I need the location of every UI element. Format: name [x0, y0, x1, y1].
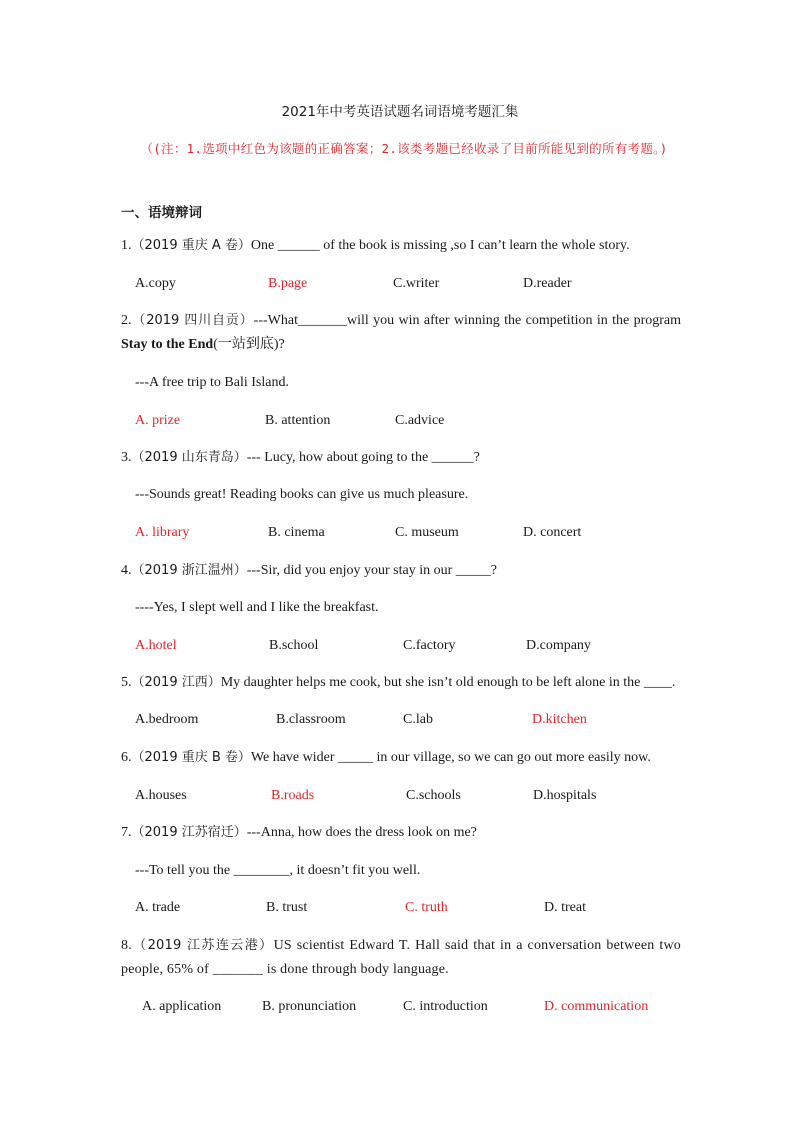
- option-c: C.advice: [395, 413, 445, 428]
- option-b-correct: B.page: [268, 276, 308, 291]
- option-b: B. attention: [265, 413, 331, 428]
- option-d: D.company: [526, 638, 591, 653]
- question-6: [121, 746, 681, 770]
- question-text-end: (一站到底)?: [213, 337, 285, 352]
- question-number: 6.: [121, 750, 132, 765]
- option-b: B. pronunciation: [262, 999, 357, 1014]
- option-a-correct: A. prize: [135, 413, 181, 428]
- option-c: C.writer: [393, 276, 440, 291]
- question-source: （2019 重庆 A 卷）: [131, 238, 251, 253]
- option-a: A. application: [142, 999, 222, 1014]
- option-c: C.schools: [406, 788, 461, 803]
- question-reply: ---To tell you the ________, it doesn’t fit you well.: [135, 863, 421, 878]
- option-b-correct: B.roads: [271, 788, 315, 803]
- option-a: A. trade: [135, 900, 181, 915]
- option-c: C. introduction: [403, 999, 488, 1014]
- question-text: ---What_______will you win after winning the competition in the program: [253, 313, 682, 328]
- option-d: D.hospitals: [533, 788, 597, 803]
- question-source: （2019 江苏宿迁）: [131, 825, 247, 840]
- question-number: 4.: [121, 563, 132, 578]
- option-c: C. museum: [395, 525, 459, 540]
- option-d-correct: D.kitchen: [532, 712, 587, 727]
- option-c: C.lab: [403, 712, 433, 727]
- question-source: （2019 重庆 B 卷）: [131, 750, 251, 765]
- question-8: [121, 934, 681, 982]
- option-d: D.reader: [523, 276, 572, 291]
- option-a-correct: A. library: [135, 525, 190, 540]
- option-d: D. treat: [544, 900, 586, 915]
- question-source: （2019 浙江温州）: [131, 563, 247, 578]
- question-4: [121, 559, 681, 583]
- option-a-correct: A.hotel: [135, 638, 177, 653]
- question-source: （2019 江西）: [131, 675, 221, 690]
- answer-note: （(注：1.选项中红色为该题的正确答案；2.该类考题已经收录了目前所能见到的所有考题。): [140, 141, 668, 156]
- question-number: 5.: [121, 675, 132, 690]
- question-reply: ---A free trip to Bali Island.: [135, 375, 289, 390]
- question-text: One ______ of the book is missing ,so I can’t learn the whole story.: [250, 238, 630, 253]
- section-heading: 一、语境辩词: [121, 205, 202, 221]
- option-b: B.school: [269, 638, 319, 653]
- question-number: 7.: [121, 825, 132, 840]
- question-text: ---Anna, how does the dress look on me?: [246, 825, 477, 840]
- option-b: B. trust: [266, 900, 308, 915]
- question-text: My daughter helps me cook, but she isn’t old enough to be left alone in the ____.: [220, 675, 676, 690]
- question-number: 8.: [121, 938, 132, 953]
- question-source: （2019 江苏连云港）: [131, 938, 274, 953]
- question-text: US scientist Edward T. Hall said that in a conversation between two people, 65% of _______ is done through body language.: [121, 938, 681, 977]
- option-b: B. cinema: [268, 525, 325, 540]
- option-a: A.houses: [135, 788, 187, 803]
- question-reply: ---Sounds great! Reading books can give us much pleasure.: [135, 487, 469, 502]
- option-d-correct: D. communication: [544, 999, 649, 1014]
- question-5: [121, 671, 681, 695]
- question-1: [121, 234, 681, 258]
- question-3: [121, 446, 681, 470]
- option-a: A.bedroom: [135, 712, 199, 727]
- question-source: （2019 四川自贡）: [131, 313, 254, 328]
- question-text: We have wider _____ in our village, so we can go out more easily now.: [250, 750, 651, 765]
- question-source: （2019 山东青岛）: [131, 450, 247, 465]
- question-reply: ----Yes, I slept well and I like the breakfast.: [135, 600, 379, 615]
- option-b: B.classroom: [276, 712, 346, 727]
- question-7: [121, 821, 681, 845]
- question-number: 1.: [121, 238, 132, 253]
- question-text: ---Sir, did you enjoy your stay in our _____?: [246, 563, 497, 578]
- question-2: [121, 309, 681, 357]
- option-d: D. concert: [523, 525, 582, 540]
- question-number: 2.: [121, 313, 132, 328]
- program-name: Stay to the End: [121, 337, 214, 352]
- page-title: 2021年中考英语试题名词语境考题汇集: [281, 104, 519, 120]
- question-text: --- Lucy, how about going to the ______?: [246, 450, 480, 465]
- option-c: C.factory: [403, 638, 456, 653]
- option-a: A.copy: [135, 276, 176, 291]
- question-number: 3.: [121, 450, 132, 465]
- option-c-correct: C. truth: [405, 900, 448, 915]
